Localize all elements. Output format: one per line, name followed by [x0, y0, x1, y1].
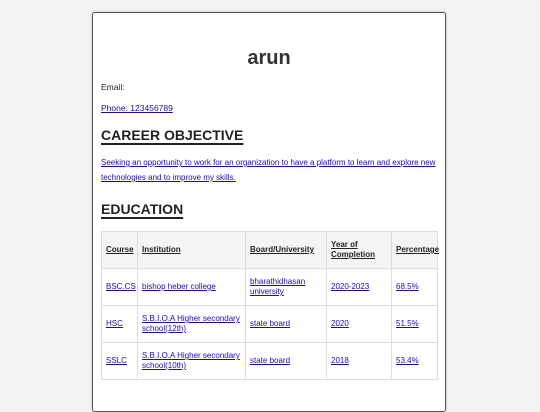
header-board: Board/University: [246, 232, 327, 269]
cell-board: [246, 306, 327, 343]
table-row: [102, 343, 438, 380]
institution-link[interactable]: S.B.I.O.A Higher secondary school(10th): [142, 351, 240, 370]
cell-course: [102, 343, 138, 380]
career-objective-text[interactable]: Seeking an opportunity to work for an organization to have a platform to learn and explore new technologies and to improve my skills.: [101, 158, 436, 182]
cell-year: [327, 269, 392, 306]
course-link[interactable]: BSC.CS: [106, 282, 136, 291]
education-table: [101, 231, 438, 380]
cell-course: [102, 269, 138, 306]
cell-institution: [138, 306, 246, 343]
cell-percentage: [392, 269, 438, 306]
career-objective-container: [101, 155, 437, 185]
cell-year: [327, 306, 392, 343]
cell-board: [246, 269, 327, 306]
cell-percentage: [392, 343, 438, 380]
board-link[interactable]: bharathidhasan university: [250, 277, 306, 296]
resume-page: [92, 12, 446, 412]
percentage-link[interactable]: 53.4%: [396, 356, 419, 365]
institution-link[interactable]: bishop heber college: [142, 282, 216, 291]
board-link[interactable]: state board: [250, 319, 291, 328]
education-heading: EDUCATION: [101, 201, 184, 217]
year-link[interactable]: 2020: [331, 319, 349, 328]
cell-institution: [138, 343, 246, 380]
phone-link[interactable]: Phone: 123456789: [101, 103, 173, 113]
cell-course: [102, 306, 138, 343]
cell-percentage: [392, 306, 438, 343]
header-institution: Institution: [138, 232, 246, 269]
cell-institution: [138, 269, 246, 306]
career-objective-heading: CAREER OBJECTIVE: [101, 127, 244, 143]
board-link[interactable]: state board: [250, 356, 291, 365]
year-link[interactable]: 2018: [331, 356, 349, 365]
percentage-link[interactable]: 68.5%: [396, 282, 419, 291]
header-year: Year of Completion: [327, 232, 392, 269]
header-percentage: Percentage: [392, 232, 438, 269]
course-link[interactable]: SSLC: [106, 356, 127, 365]
course-link[interactable]: HSC: [106, 319, 123, 328]
cell-year: [327, 343, 392, 380]
email-label: Email:: [101, 82, 125, 92]
cell-board: [246, 343, 327, 380]
header-course: Course: [102, 232, 138, 269]
year-link[interactable]: 2020-2023: [331, 282, 370, 291]
percentage-link[interactable]: 51.5%: [396, 319, 419, 328]
table-row: [102, 269, 438, 306]
table-row: [102, 306, 438, 343]
institution-link[interactable]: S.B.I.O.A Higher secondary school(12th): [142, 314, 240, 333]
table-header-row: [102, 232, 438, 269]
phone-container: [101, 103, 437, 114]
resume-name: arun: [247, 47, 291, 69]
